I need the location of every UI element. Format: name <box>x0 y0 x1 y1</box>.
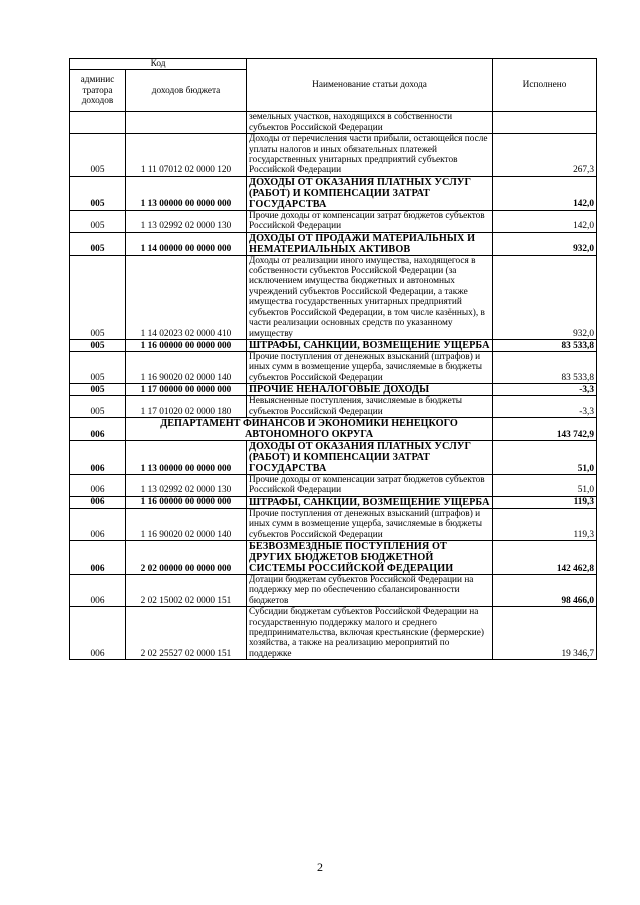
income-code-cell: 1 14 02023 02 0000 410 <box>126 255 247 339</box>
income-name-cell: Доходы от перечисления части прибыли, остающейся после уплаты налогов и иных обязательных платежей государственных унитарных предприятий субъектов Российской Федерации <box>247 134 493 177</box>
income-name-cell: Невыясненные поступления, зачисляемые в бюджеты субъектов Российской Федерации <box>247 396 493 418</box>
admin-code-cell: 006 <box>70 508 126 540</box>
code-header: Код <box>70 59 247 70</box>
table-row <box>70 417 597 440</box>
table-row <box>70 112 597 134</box>
income-name-cell: Прочие доходы от компенсации затрат бюджетов субъектов Российской Федерации <box>247 474 493 496</box>
table-row <box>70 396 597 418</box>
income-name-cell: ДОХОДЫ ОТ ОКАЗАНИЯ ПЛАТНЫХ УСЛУГ (РАБОТ) И КОМПЕНСАЦИИ ЗАТРАТ ГОСУДАРСТВА <box>247 176 493 210</box>
executed-value-cell: 98 466,0 <box>493 574 597 606</box>
table-row <box>70 255 597 339</box>
executed-value-cell: 143 742,9 <box>493 417 597 440</box>
admin-code-cell: 005 <box>70 255 126 339</box>
income-name-cell: земельных участков, находящихся в собственности субъектов Российской Федерации <box>247 112 493 134</box>
executed-value-cell: 932,0 <box>493 255 597 339</box>
table-row <box>70 134 597 177</box>
executed-value-cell: 142 462,8 <box>493 540 597 574</box>
executed-value-cell: 142,0 <box>493 210 597 232</box>
executed-value-cell: 51,0 <box>493 474 597 496</box>
table-row <box>70 574 597 606</box>
admin-code-cell: 005 <box>70 396 126 418</box>
income-name-cell: ДОХОДЫ ОТ ОКАЗАНИЯ ПЛАТНЫХ УСЛУГ (РАБОТ) И КОМПЕНСАЦИИ ЗАТРАТ ГОСУДАРСТВА <box>247 440 493 474</box>
income-code-cell: 1 13 00000 00 0000 000 <box>126 440 247 474</box>
admin-code-cell: 005 <box>70 134 126 177</box>
admin-code-cell: 005 <box>70 384 126 396</box>
income-code-cell: 1 13 02992 02 0000 130 <box>126 210 247 232</box>
admin-code-cell: 006 <box>70 574 126 606</box>
table-row <box>70 339 597 351</box>
income-code-cell: 1 16 90020 02 0000 140 <box>126 351 247 383</box>
executed-header: Исполнено <box>493 59 597 112</box>
page-number: 2 <box>317 860 323 874</box>
income-name-cell: БЕЗВОЗМЕЗДНЫЕ ПОСТУПЛЕНИЯ ОТ ДРУГИХ БЮДЖЕТОВ БЮДЖЕТНОЙ СИСТЕМЫ РОССИЙСКОЙ ФЕДЕРАЦИИ <box>247 540 493 574</box>
income-code-cell: 1 16 00000 00 0000 000 <box>126 496 247 508</box>
admin-code-cell: 006 <box>70 540 126 574</box>
table-row <box>70 176 597 210</box>
executed-value-cell <box>493 112 597 134</box>
executed-value-cell: 51,0 <box>493 440 597 474</box>
income-name-cell: ШТРАФЫ, САНКЦИИ, ВОЗМЕЩЕНИЕ УЩЕРБА <box>247 339 493 351</box>
department-name-cell: ДЕПАРТАМЕНТ ФИНАНСОВ И ЭКОНОМИКИ НЕНЕЦКОГО АВТОНОМНОГО ОКРУГА <box>126 417 493 440</box>
table-row <box>70 210 597 232</box>
income-table <box>69 58 597 660</box>
table-row <box>70 607 597 660</box>
income-name-cell: ДОХОДЫ ОТ ПРОДАЖИ МАТЕРИАЛЬНЫХ И НЕМАТЕРИАЛЬНЫХ АКТИВОВ <box>247 232 493 255</box>
executed-value-cell: 83 533,8 <box>493 351 597 383</box>
income-code-cell: 1 17 00000 00 0000 000 <box>126 384 247 396</box>
executed-value-cell: -3,3 <box>493 396 597 418</box>
income-code-cell: 1 16 00000 00 0000 000 <box>126 339 247 351</box>
admin-code-cell: 005 <box>70 351 126 383</box>
table-row <box>70 440 597 474</box>
admin-code-cell: 005 <box>70 339 126 351</box>
income-code-cell: 1 16 90020 02 0000 140 <box>126 508 247 540</box>
table-row <box>70 351 597 383</box>
executed-value-cell: 267,3 <box>493 134 597 177</box>
executed-value-cell: 119,3 <box>493 496 597 508</box>
table-row <box>70 508 597 540</box>
income-name-cell: Дотации бюджетам субъектов Российской Федерации на поддержку мер по обеспечению сбалансированности бюджетов <box>247 574 493 606</box>
executed-value-cell: 142,0 <box>493 176 597 210</box>
admin-code-cell: 005 <box>70 232 126 255</box>
admin-code-cell: 006 <box>70 496 126 508</box>
income-name-cell: ШТРАФЫ, САНКЦИИ, ВОЗМЕЩЕНИЕ УЩЕРБА <box>247 496 493 508</box>
table-row <box>70 474 597 496</box>
executed-value-cell: 19 346,7 <box>493 607 597 660</box>
table-body <box>70 112 597 660</box>
budget-table-container <box>69 58 596 660</box>
table-row <box>70 540 597 574</box>
table-row <box>70 496 597 508</box>
admin-code-cell: 006 <box>70 417 126 440</box>
income-code-cell: 1 13 02992 02 0000 130 <box>126 474 247 496</box>
table-row <box>70 384 597 396</box>
table-row <box>70 232 597 255</box>
income-name-cell: Доходы от реализации иного имущества, находящегося в собственности субъектов Российской Федерации (за исключением имущества бюджетных и автономных учреждений субъектов Российской Федерации, а также имущества государственных унитарных предприятий субъектов Российской Федерации, в том числе казённых), в части реализации основных средств по указанному имуществу <box>247 255 493 339</box>
income-code-cell: 1 11 07012 02 0000 120 <box>126 134 247 177</box>
income-name-cell: ПРОЧИЕ НЕНАЛОГОВЫЕ ДОХОДЫ <box>247 384 493 396</box>
income-code-header: доходов бюджета <box>126 70 247 112</box>
income-code-cell: 2 02 25527 02 0000 151 <box>126 607 247 660</box>
admin-code-cell: 006 <box>70 440 126 474</box>
income-code-cell: 1 17 01020 02 0000 180 <box>126 396 247 418</box>
name-header: Наименование статьи дохода <box>247 59 493 112</box>
income-code-cell: 1 14 00000 00 0000 000 <box>126 232 247 255</box>
executed-value-cell: -3,3 <box>493 384 597 396</box>
income-name-cell: Прочие доходы от компенсации затрат бюджетов субъектов Российской Федерации <box>247 210 493 232</box>
income-name-cell: Прочие поступления от денежных взысканий (штрафов) и иных сумм в возмещение ущерба, зачисляемые в бюджеты субъектов Российской Федерации <box>247 351 493 383</box>
admin-code-cell: 005 <box>70 210 126 232</box>
executed-value-cell: 83 533,8 <box>493 339 597 351</box>
admin-header: админис тратора доходов <box>70 70 126 112</box>
admin-code-cell: 006 <box>70 607 126 660</box>
income-code-cell: 2 02 00000 00 0000 000 <box>126 540 247 574</box>
executed-value-cell: 932,0 <box>493 232 597 255</box>
admin-code-cell: 005 <box>70 176 126 210</box>
income-code-cell: 1 13 00000 00 0000 000 <box>126 176 247 210</box>
admin-code-cell <box>70 112 126 134</box>
income-code-cell <box>126 112 247 134</box>
income-name-cell: Прочие поступления от денежных взысканий (штрафов) и иных сумм в возмещение ущерба, зачисляемые в бюджеты субъектов Российской Федерации <box>247 508 493 540</box>
admin-code-cell: 006 <box>70 474 126 496</box>
executed-value-cell: 119,3 <box>493 508 597 540</box>
income-code-cell: 2 02 15002 02 0000 151 <box>126 574 247 606</box>
income-name-cell: Субсидии бюджетам субъектов Российской Федерации на государственную поддержку малого и среднего предпринимательства, включая крестьянские (фермерские) хозяйства, а также на реализацию мероприятий по поддержке <box>247 607 493 660</box>
